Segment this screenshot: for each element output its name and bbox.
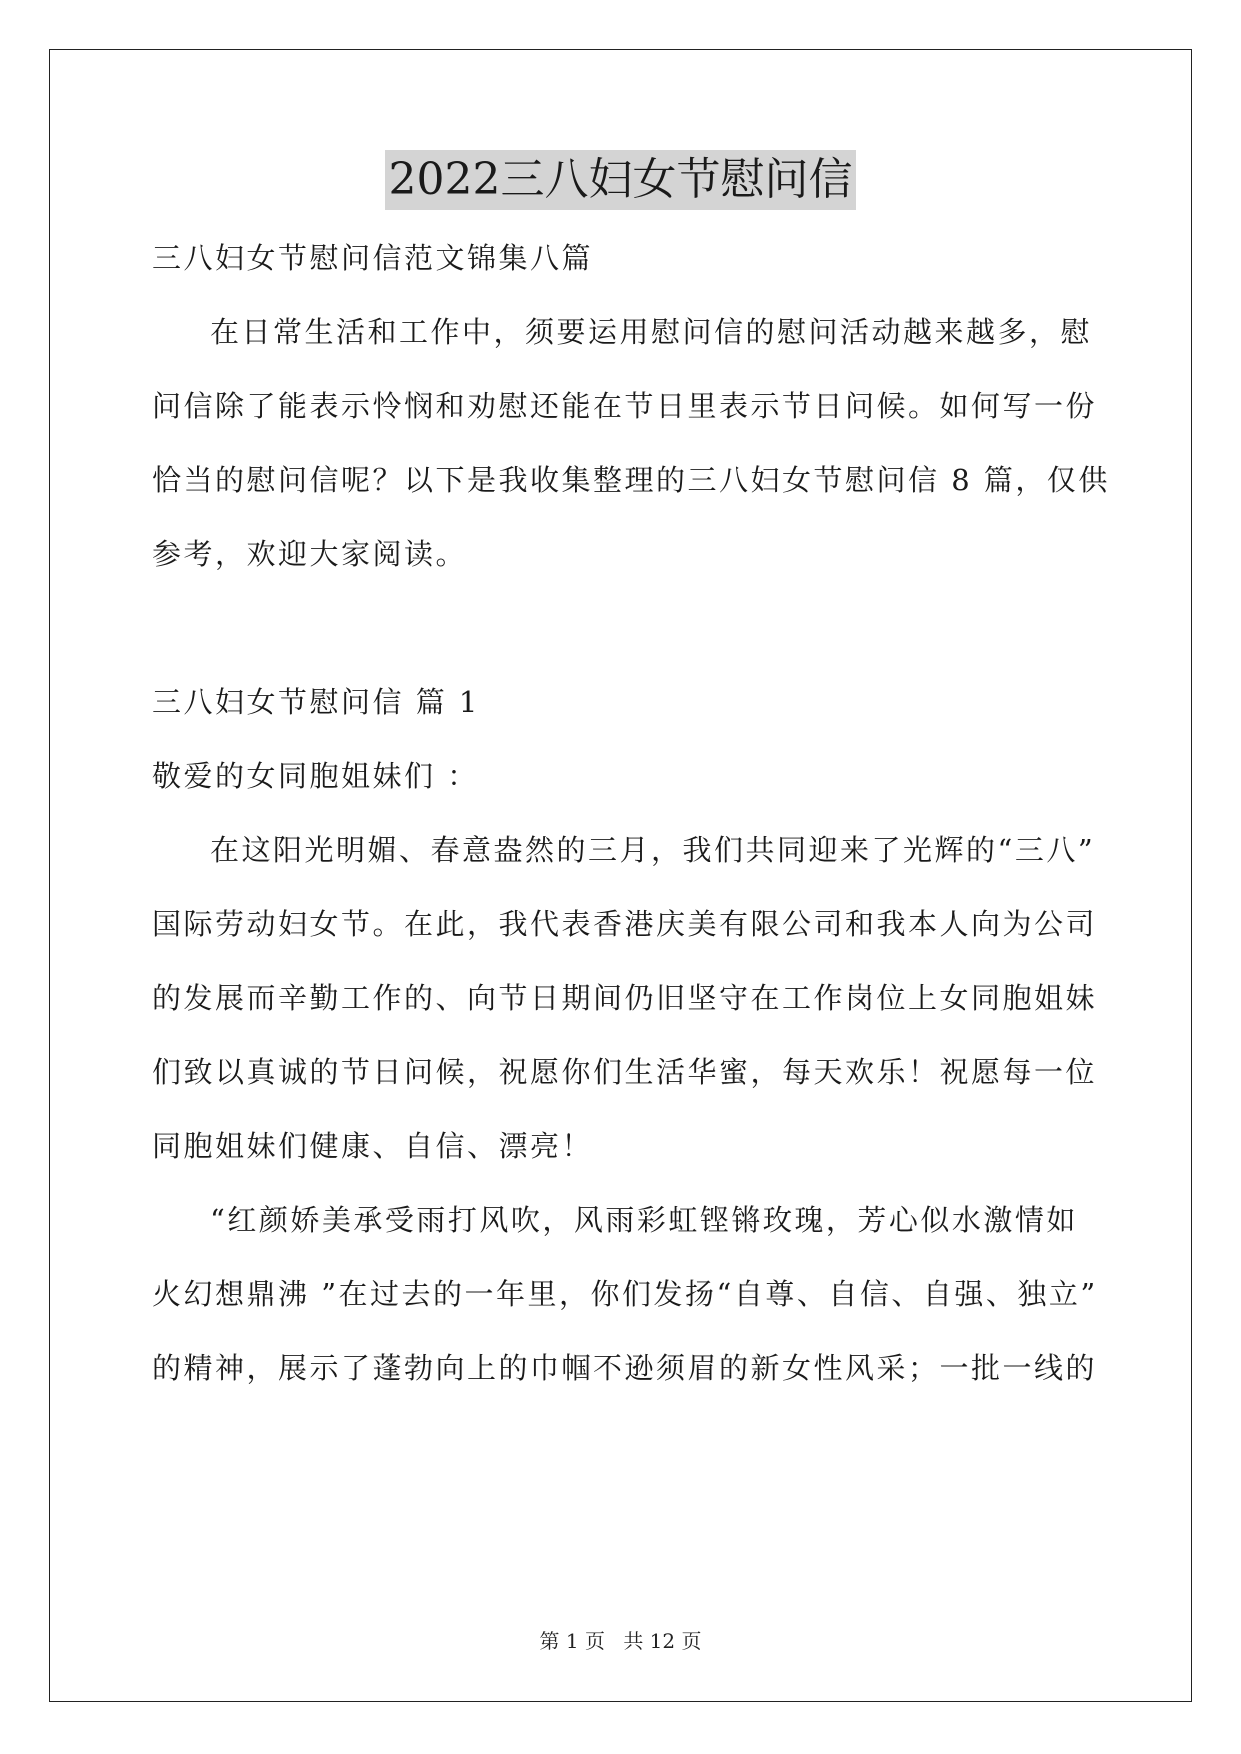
text-line: 问信除了能表示怜悯和劝慰还能在节日里表示节日问候。如何写一份: [152, 389, 1098, 423]
text-line: 在这阳光明媚、春意盎然的三月，我们共同迎来了光辉的“三八”: [210, 833, 1096, 867]
text-line: 的精神，展示了蓬勃向上的巾帼不逊须眉的新女性风采；一批一线的: [152, 1351, 1098, 1385]
page-number: 第 1 页: [539, 1629, 605, 1653]
text-line: 在日常生活和工作中，须要运用慰问信的慰问活动越来越多，慰: [210, 315, 1093, 349]
text-line: 恰当的慰问信呢？以下是我收集整理的三八妇女节慰问信 8 篇，仅供: [152, 463, 1110, 497]
title-container: [0, 150, 1241, 210]
text-line: 同胞姐妹们健康、自信、漂亮！: [152, 1129, 594, 1163]
text-line: 火幻想鼎沸 ”在过去的一年里，你们发扬“自尊、自信、自强、独立”: [152, 1277, 1098, 1311]
text-line: 的发展而辛勤工作的、向节日期间仍旧坚守在工作岗位上女同胞姐妹: [152, 981, 1098, 1015]
page-total: 共 12 页: [623, 1629, 702, 1653]
document-title: 2022三八妇女节慰问信: [385, 150, 857, 210]
text-line: 三八妇女节慰问信范文锦集八篇: [152, 241, 594, 275]
text-line: 国际劳动妇女节。在此，我代表香港庆美有限公司和我本人向为公司: [152, 907, 1098, 941]
section-heading: 三八妇女节慰问信 篇 1: [152, 685, 480, 719]
text-line: 参考，欢迎大家阅读。: [152, 537, 468, 571]
salutation: 敬爱的女同胞姐妹们 ：: [152, 759, 479, 793]
text-line: “红颜娇美承受雨打风吹，风雨彩虹铿锵玫瑰，芳心似水激情如: [210, 1203, 1078, 1237]
page-footer: [0, 1628, 1241, 1654]
text-line: 们致以真诚的节日问候，祝愿你们生活华蜜，每天欢乐！祝愿每一位: [152, 1055, 1098, 1089]
page-border: [49, 49, 1192, 1702]
